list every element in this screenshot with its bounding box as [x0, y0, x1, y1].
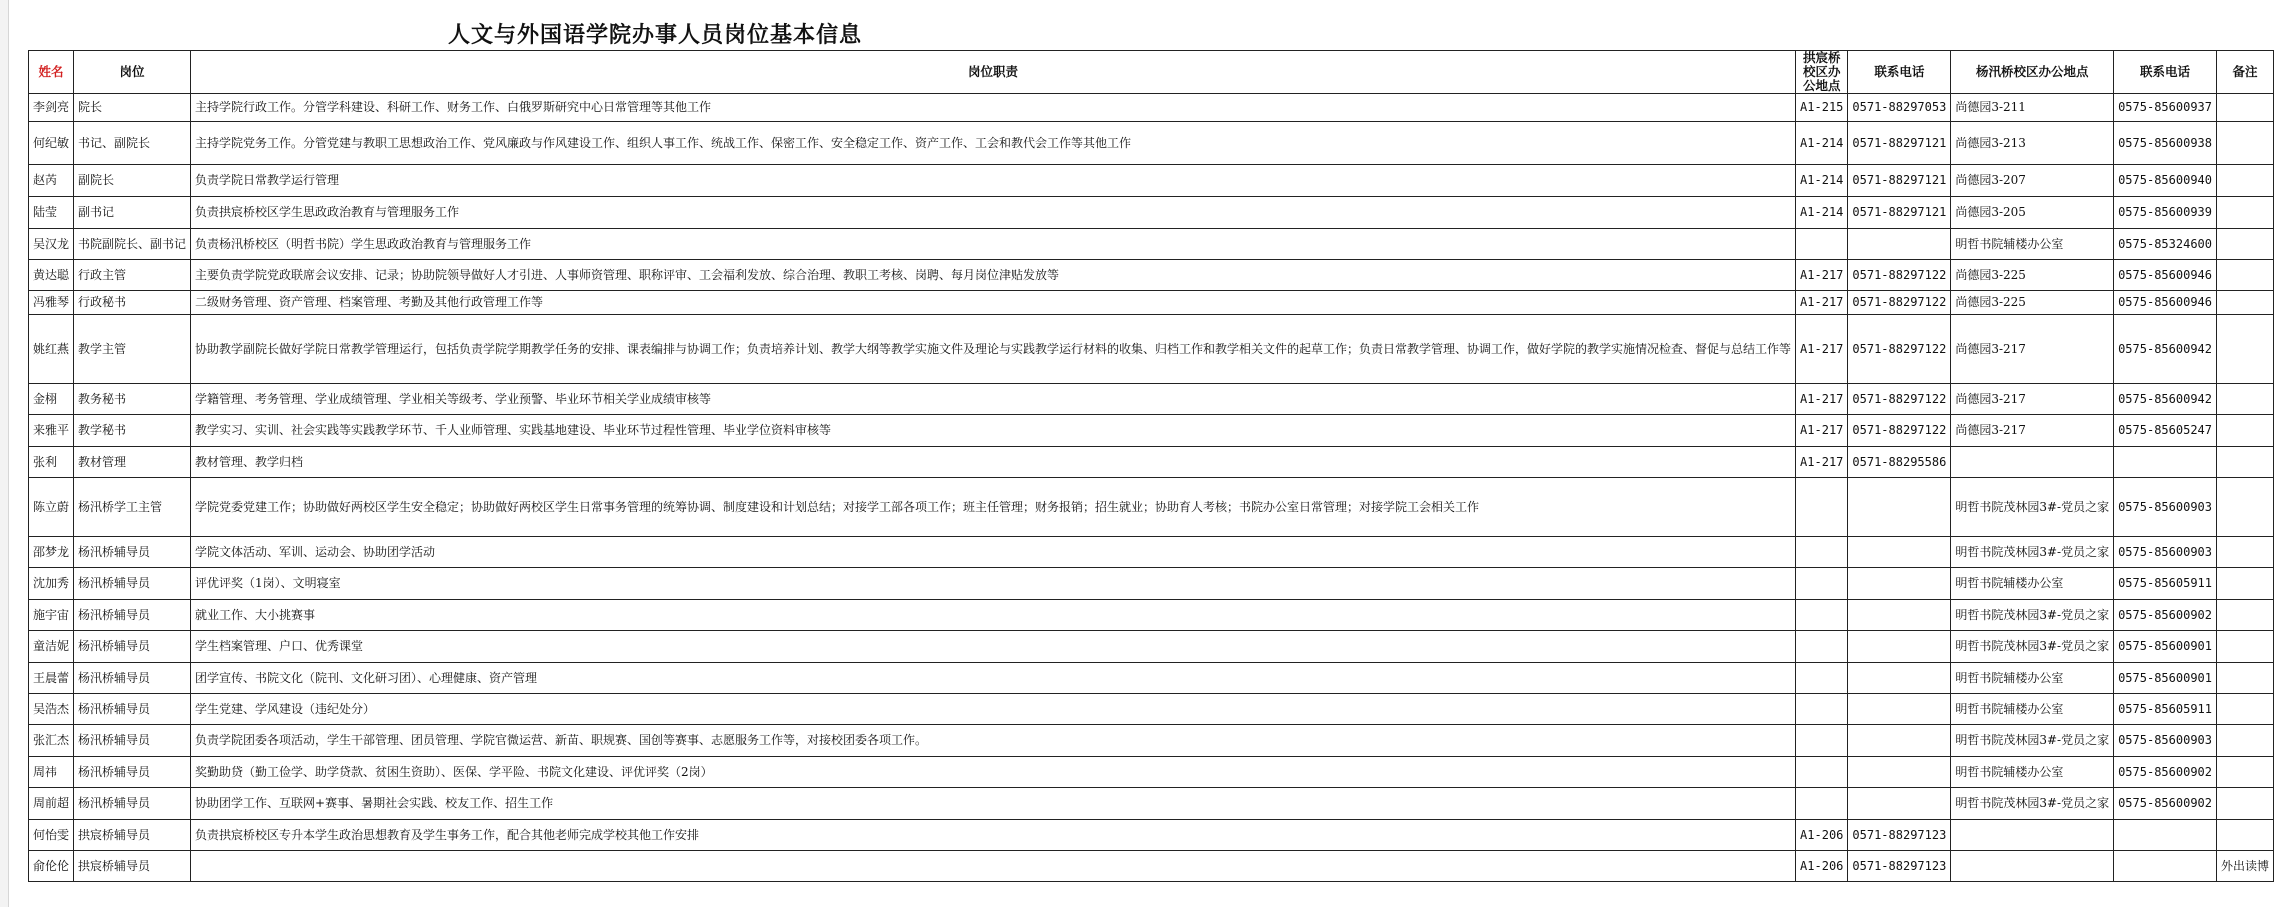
cell-gc-phone[interactable] — [1848, 478, 1951, 537]
cell-yx-phone[interactable]: 0575-85600902 — [2114, 788, 2217, 820]
cell-duty[interactable] — [191, 94, 1796, 122]
cell-note[interactable] — [2217, 229, 2274, 260]
cell-gc-office[interactable] — [1796, 757, 1848, 788]
page-title: 人文与外国语学院办事人员岗位基本信息 — [447, 22, 862, 48]
cell-gc-phone[interactable] — [1848, 663, 1951, 694]
cell-post[interactable]: 杨汛桥辅导员 — [74, 631, 191, 663]
cell-post[interactable]: 杨汛桥辅导员 — [74, 757, 191, 788]
cell-name[interactable]: 张汇杰 — [29, 725, 74, 757]
cell-yx-phone[interactable]: 0575-85600902 — [2114, 600, 2217, 631]
cell-name[interactable]: 吴汉龙 — [29, 229, 74, 260]
cell-name[interactable]: 何纪敏 — [29, 122, 74, 165]
cell-yx-office[interactable]: 明哲书院茂林园3#-党员之家 — [1951, 537, 2114, 568]
cell-gc-phone[interactable] — [1848, 631, 1951, 663]
cell-duty[interactable] — [191, 788, 1796, 820]
cell-yx-phone[interactable]: 0575-85605911 — [2114, 568, 2217, 600]
cell-yx-office[interactable]: 明哲书院辅楼办公室 — [1951, 757, 2114, 788]
duty-text: 团学宣传、书院文化（院刊、文化研习团）、心理健康、资产管理 — [195, 670, 538, 685]
header-duty: 岗位职责 — [191, 51, 1796, 94]
cell-name[interactable]: 沈加秀 — [29, 568, 74, 600]
cell-yx-office[interactable]: 尚德园3-217 — [1951, 415, 2114, 447]
cell-name[interactable]: 童洁妮 — [29, 631, 74, 663]
duty-text: 就业工作、大小挑赛事 — [195, 607, 316, 622]
cell-post[interactable]: 书记、副院长 — [74, 122, 191, 165]
cell-yx-phone[interactable]: 0575-85600903 — [2114, 725, 2217, 757]
header-name: 姓名 — [29, 51, 74, 94]
cell-gc-office[interactable]: A1-214 — [1796, 165, 1848, 197]
duty-text: 学生党建、学风建设（违纪处分） — [195, 701, 376, 716]
cell-gc-office[interactable]: A1-217 — [1796, 315, 1848, 384]
cell-duty[interactable] — [191, 165, 1796, 197]
cell-gc-phone[interactable]: 0571-88297123 — [1848, 851, 1951, 882]
cell-post[interactable]: 教材管理 — [74, 447, 191, 478]
cell-post[interactable]: 拱宸桥辅导员 — [74, 820, 191, 851]
cell-yx-office[interactable]: 尚德园3-213 — [1951, 122, 2114, 165]
table-row — [29, 725, 2274, 757]
cell-gc-office[interactable] — [1796, 478, 1848, 537]
cell-name[interactable]: 冯雅琴 — [29, 291, 74, 315]
table-row — [29, 229, 2274, 260]
cell-duty[interactable] — [191, 478, 1796, 537]
cell-duty[interactable] — [191, 568, 1796, 600]
table-row — [29, 260, 2274, 291]
cell-yx-office[interactable]: 明哲书院茂林园3#-党员之家 — [1951, 725, 2114, 757]
cell-gc-office[interactable]: A1-206 — [1796, 851, 1848, 882]
cell-yx-office[interactable]: 尚德园3-217 — [1951, 384, 2114, 415]
cell-duty[interactable] — [191, 229, 1796, 260]
cell-post[interactable]: 教学主管 — [74, 315, 191, 384]
duty-text: 主持学院行政工作。分管学科建设、科研工作、财务工作、白俄罗斯研究中心日常管理等其他工作 — [195, 100, 712, 114]
duty-text: 教材管理、教学归档 — [195, 454, 304, 469]
header-yx-phone: 联系电话 — [2114, 51, 2217, 94]
cell-post[interactable]: 书院副院长、副书记 — [74, 229, 191, 260]
cell-gc-phone[interactable] — [1848, 600, 1951, 631]
table-row — [29, 757, 2274, 788]
cell-post[interactable]: 杨汛桥辅导员 — [74, 537, 191, 568]
cell-post[interactable]: 杨汛桥辅导员 — [74, 788, 191, 820]
cell-name[interactable]: 赵芮 — [29, 165, 74, 197]
cell-yx-office[interactable]: 尚德园3-207 — [1951, 165, 2114, 197]
cell-yx-phone[interactable]: 0575-85600938 — [2114, 122, 2217, 165]
duty-text: 学院文体活动、军训、运动会、协助团学活动 — [195, 544, 436, 559]
cell-post[interactable]: 行政主管 — [74, 260, 191, 291]
cell-name[interactable]: 黄达聪 — [29, 260, 74, 291]
cell-duty[interactable] — [191, 122, 1796, 165]
cell-yx-office[interactable] — [1951, 851, 2114, 882]
cell-post[interactable]: 教务秘书 — [74, 384, 191, 415]
cell-post[interactable]: 杨汛桥辅导员 — [74, 568, 191, 600]
cell-name[interactable]: 金栩 — [29, 384, 74, 415]
cell-duty[interactable] — [191, 415, 1796, 447]
duty-text: 协助教学副院长做好学院日常教学管理运行，包括负责学院学期教学任务的安排、课表编排与协调工作；负责培养计划、教学大纲等教学实施文件及理论与实践教学运行材料的收集、归档工作和教学相关文件的起草工作；负责日常教学管理、协调工作，做好学院的教学实施情况检查、督促与总结工作等 — [195, 341, 1792, 356]
cell-gc-office[interactable] — [1796, 229, 1848, 260]
table-row — [29, 447, 2274, 478]
cell-yx-phone[interactable]: 0575-85600942 — [2114, 315, 2217, 384]
cell-yx-office[interactable]: 明哲书院茂林园3#-党员之家 — [1951, 788, 2114, 820]
header-gc-office: 拱宸桥校区办公地点 — [1796, 51, 1848, 94]
cell-gc-phone[interactable]: 0571-88297122 — [1848, 415, 1951, 447]
duty-text: 学籍管理、考务管理、学业成绩管理、学业相关等级考、学业预警、毕业环节相关学业成绩审核等 — [195, 391, 712, 406]
table-row — [29, 694, 2274, 725]
cell-yx-phone[interactable]: 0575-85600903 — [2114, 478, 2217, 537]
duty-text: 学院党委党建工作；协助做好两校区学生安全稳定；协助做好两校区学生日常事务管理的统筹协调、制度建设和计划总结；对接学工部各项工作；班主任管理；财务报销；招生就业；协助育人考核；书院办公室日常管理；对接学院工会相关工作 — [195, 499, 1480, 514]
cell-post[interactable]: 杨汛桥辅导员 — [74, 600, 191, 631]
cell-gc-office[interactable]: A1-206 — [1796, 820, 1848, 851]
duty-text: 主持学院党务工作。分管党建与教职工思想政治工作、党风廉政与作风建设工作、组织人事工作、统战工作、保密工作、安全稳定工作、资产工作、工会和教代会工作等其他工作 — [195, 135, 1132, 150]
cell-name[interactable]: 李剑亮 — [29, 94, 74, 122]
cell-yx-phone[interactable]: 0575-85600902 — [2114, 757, 2217, 788]
cell-note[interactable] — [2217, 291, 2274, 315]
cell-gc-phone[interactable]: 0571-88297121 — [1848, 122, 1951, 165]
cell-gc-phone[interactable] — [1848, 694, 1951, 725]
cell-name[interactable]: 陆莹 — [29, 197, 74, 229]
cell-yx-office[interactable]: 尚德园3-217 — [1951, 315, 2114, 384]
sheet-gutter — [0, 0, 9, 907]
cell-post[interactable]: 副院长 — [74, 165, 191, 197]
cell-duty[interactable] — [191, 851, 1796, 882]
cell-note[interactable] — [2217, 447, 2274, 478]
table-row — [29, 315, 2274, 384]
cell-yx-phone[interactable]: 0575-85324600 — [2114, 229, 2217, 260]
cell-yx-phone[interactable]: 0575-85600942 — [2114, 384, 2217, 415]
table-row — [29, 600, 2274, 631]
cell-yx-office[interactable] — [1951, 820, 2114, 851]
table-row — [29, 820, 2274, 851]
table-row — [29, 851, 2274, 882]
cell-duty[interactable] — [191, 291, 1796, 315]
cell-gc-phone[interactable]: 0571-88297122 — [1848, 384, 1951, 415]
cell-yx-office[interactable]: 明哲书院辅楼办公室 — [1951, 663, 2114, 694]
cell-gc-office[interactable]: A1-217 — [1796, 384, 1848, 415]
table-row — [29, 197, 2274, 229]
cell-name[interactable]: 邵梦龙 — [29, 537, 74, 568]
cell-name[interactable]: 陈立蔚 — [29, 478, 74, 537]
cell-yx-phone[interactable]: 0575-85600940 — [2114, 165, 2217, 197]
cell-name[interactable]: 何怡雯 — [29, 820, 74, 851]
duty-text: 二级财务管理、资产管理、档案管理、考勤及其他行政管理工作等 — [195, 295, 544, 309]
header-post: 岗位 — [74, 51, 191, 94]
cell-gc-phone[interactable] — [1848, 788, 1951, 820]
cell-note[interactable] — [2217, 757, 2274, 788]
header-row — [29, 51, 2274, 94]
cell-note[interactable] — [2217, 600, 2274, 631]
table-row — [29, 478, 2274, 537]
cell-gc-office[interactable]: A1-215 — [1796, 94, 1848, 122]
duty-text: 负责学院日常教学运行管理 — [195, 173, 340, 187]
cell-note[interactable] — [2217, 820, 2274, 851]
cell-gc-office[interactable] — [1796, 694, 1848, 725]
cell-yx-phone[interactable]: 0575-85600939 — [2114, 197, 2217, 229]
cell-duty[interactable] — [191, 663, 1796, 694]
cell-yx-phone[interactable]: 0575-85600946 — [2114, 291, 2217, 315]
cell-yx-office[interactable]: 尚德园3-225 — [1951, 260, 2114, 291]
duty-text: 教学实习、实训、社会实践等实践教学环节、千人业师管理、实践基地建设、毕业环节过程性管理、毕业学位资料审核等 — [195, 423, 832, 437]
duty-text: 负责拱宸桥校区专升本学生政治思想教育及学生事务工作，配合其他老师完成学校其他工作安排 — [195, 827, 700, 842]
table-row — [29, 94, 2274, 122]
cell-duty[interactable] — [191, 757, 1796, 788]
table-row — [29, 165, 2274, 197]
cell-gc-office[interactable] — [1796, 663, 1848, 694]
cell-gc-phone[interactable]: 0571-88297122 — [1848, 291, 1951, 315]
cell-name[interactable]: 周前超 — [29, 788, 74, 820]
cell-gc-phone[interactable]: 0571-88297122 — [1848, 315, 1951, 384]
cell-note[interactable] — [2217, 384, 2274, 415]
cell-yx-phone[interactable] — [2114, 820, 2217, 851]
cell-note[interactable]: 外出读博 — [2217, 851, 2274, 882]
table-row — [29, 568, 2274, 600]
cell-gc-phone[interactable]: 0571-88297122 — [1848, 260, 1951, 291]
duty-text: 主要负责学院党政联席会议安排、记录；协助院领导做好人才引进、人事师资管理、职称评审、工会福利发放、综合治理、教职工考核、岗聘、每月岗位津贴发放等 — [195, 267, 1060, 282]
cell-gc-office[interactable]: A1-214 — [1796, 122, 1848, 165]
cell-yx-office[interactable]: 明哲书院辅楼办公室 — [1951, 694, 2114, 725]
duty-text: 奖勤助贷（勤工俭学、助学贷款、贫困生资助）、医保、学平险、书院文化建设、评优评奖（2岗） — [195, 764, 713, 779]
cell-gc-office[interactable]: A1-217 — [1796, 260, 1848, 291]
cell-duty[interactable] — [191, 631, 1796, 663]
cell-post[interactable]: 杨汛桥学工主管 — [74, 478, 191, 537]
cell-yx-phone[interactable]: 0575-85600937 — [2114, 94, 2217, 122]
cell-gc-office[interactable] — [1796, 631, 1848, 663]
cell-yx-office[interactable]: 尚德园3-205 — [1951, 197, 2114, 229]
table-row — [29, 384, 2274, 415]
cell-post[interactable]: 副书记 — [74, 197, 191, 229]
cell-gc-office[interactable] — [1796, 725, 1848, 757]
table-row — [29, 415, 2274, 447]
cell-gc-office[interactable]: A1-217 — [1796, 447, 1848, 478]
table-body — [29, 94, 2274, 882]
cell-gc-phone[interactable] — [1848, 757, 1951, 788]
table-row — [29, 291, 2274, 315]
cell-name[interactable]: 施宇宙 — [29, 600, 74, 631]
cell-gc-phone[interactable]: 0571-88297121 — [1848, 197, 1951, 229]
cell-post[interactable]: 教学秘书 — [74, 415, 191, 447]
cell-gc-office[interactable]: A1-217 — [1796, 415, 1848, 447]
cell-note[interactable] — [2217, 315, 2274, 384]
cell-name[interactable]: 张利 — [29, 447, 74, 478]
cell-yx-phone[interactable]: 0575-85605911 — [2114, 694, 2217, 725]
cell-gc-phone[interactable]: 0571-88295586 — [1848, 447, 1951, 478]
cell-yx-phone[interactable]: 0575-85600901 — [2114, 631, 2217, 663]
cell-gc-phone[interactable]: 0571-88297123 — [1848, 820, 1951, 851]
cell-note[interactable] — [2217, 415, 2274, 447]
cell-note[interactable] — [2217, 663, 2274, 694]
cell-yx-phone[interactable]: 0575-85605247 — [2114, 415, 2217, 447]
cell-gc-office[interactable] — [1796, 537, 1848, 568]
cell-gc-office[interactable] — [1796, 568, 1848, 600]
cell-name[interactable]: 吴浩杰 — [29, 694, 74, 725]
cell-note[interactable] — [2217, 165, 2274, 197]
cell-yx-office[interactable] — [1951, 447, 2114, 478]
cell-post[interactable]: 行政秘书 — [74, 291, 191, 315]
duty-text: 学生档案管理、户口、优秀课堂 — [195, 639, 364, 653]
cell-name[interactable]: 王晨蕾 — [29, 663, 74, 694]
duty-text: 负责学院团委各项活动，学生干部管理、团员管理、学院官微运营、新苗、职规赛、国创等赛事、志愿服务工作等，对接校团委各项工作。 — [195, 733, 928, 747]
cell-gc-phone[interactable] — [1848, 537, 1951, 568]
cell-duty[interactable] — [191, 600, 1796, 631]
duty-text: 评优评奖（1岗）、文明寝室 — [195, 576, 341, 590]
staff-table — [28, 50, 2274, 882]
cell-gc-phone[interactable] — [1848, 568, 1951, 600]
cell-note[interactable] — [2217, 537, 2274, 568]
header-yx-office: 杨汛桥校区办公地点 — [1951, 51, 2114, 94]
cell-duty[interactable] — [191, 537, 1796, 568]
cell-gc-phone[interactable] — [1848, 725, 1951, 757]
cell-yx-phone[interactable]: 0575-85600903 — [2114, 537, 2217, 568]
table-row — [29, 537, 2274, 568]
cell-note[interactable] — [2217, 197, 2274, 229]
duty-text: 负责杨汛桥校区（明哲书院）学生思政政治教育与管理服务工作 — [195, 236, 532, 251]
cell-yx-office[interactable]: 明哲书院辅楼办公室 — [1951, 229, 2114, 260]
table-row — [29, 631, 2274, 663]
cell-yx-office[interactable]: 明哲书院辅楼办公室 — [1951, 568, 2114, 600]
cell-name[interactable]: 来雅平 — [29, 415, 74, 447]
cell-post[interactable]: 院长 — [74, 94, 191, 122]
cell-duty[interactable] — [191, 197, 1796, 229]
header-note: 备注 — [2217, 51, 2274, 94]
cell-note[interactable] — [2217, 788, 2274, 820]
cell-name[interactable]: 周祎 — [29, 757, 74, 788]
cell-gc-phone[interactable] — [1848, 229, 1951, 260]
cell-gc-office[interactable]: A1-214 — [1796, 197, 1848, 229]
cell-duty[interactable] — [191, 315, 1796, 384]
cell-duty[interactable] — [191, 725, 1796, 757]
cell-post[interactable]: 杨汛桥辅导员 — [74, 694, 191, 725]
cell-yx-office[interactable]: 尚德园3-211 — [1951, 94, 2114, 122]
cell-gc-office[interactable] — [1796, 788, 1848, 820]
cell-yx-phone[interactable]: 0575-85600946 — [2114, 260, 2217, 291]
cell-duty[interactable] — [191, 447, 1796, 478]
table-row — [29, 788, 2274, 820]
cell-duty[interactable] — [191, 694, 1796, 725]
cell-gc-office[interactable] — [1796, 600, 1848, 631]
cell-gc-phone[interactable]: 0571-88297053 — [1848, 94, 1951, 122]
cell-note[interactable] — [2217, 478, 2274, 537]
cell-note[interactable] — [2217, 568, 2274, 600]
cell-name[interactable]: 俞伦伦 — [29, 851, 74, 882]
cell-post[interactable]: 杨汛桥辅导员 — [74, 725, 191, 757]
cell-yx-phone[interactable]: 0575-85600901 — [2114, 663, 2217, 694]
cell-yx-office[interactable]: 明哲书院茂林园3#-党员之家 — [1951, 631, 2114, 663]
cell-yx-office[interactable]: 明哲书院茂林园3#-党员之家 — [1951, 478, 2114, 537]
cell-note[interactable] — [2217, 694, 2274, 725]
cell-yx-office[interactable]: 明哲书院茂林园3#-党员之家 — [1951, 600, 2114, 631]
cell-duty[interactable] — [191, 820, 1796, 851]
cell-post[interactable]: 拱宸桥辅导员 — [74, 851, 191, 882]
cell-yx-phone[interactable] — [2114, 447, 2217, 478]
cell-yx-office[interactable]: 尚德园3-225 — [1951, 291, 2114, 315]
cell-note[interactable] — [2217, 122, 2274, 165]
cell-gc-office[interactable]: A1-217 — [1796, 291, 1848, 315]
cell-duty[interactable] — [191, 260, 1796, 291]
cell-duty[interactable] — [191, 384, 1796, 415]
duty-text: 协助团学工作、互联网+赛事、暑期社会实践、校友工作、招生工作 — [195, 796, 554, 810]
header-gc-phone: 联系电话 — [1848, 51, 1951, 94]
cell-gc-phone[interactable]: 0571-88297121 — [1848, 165, 1951, 197]
cell-name[interactable]: 姚红燕 — [29, 315, 74, 384]
duty-text: 负责拱宸桥校区学生思政政治教育与管理服务工作 — [195, 205, 460, 219]
cell-post[interactable]: 杨汛桥辅导员 — [74, 663, 191, 694]
cell-note[interactable] — [2217, 725, 2274, 757]
cell-note[interactable] — [2217, 631, 2274, 663]
table-row — [29, 663, 2274, 694]
table-row — [29, 122, 2274, 165]
cell-note[interactable] — [2217, 94, 2274, 122]
cell-note[interactable] — [2217, 260, 2274, 291]
cell-yx-phone[interactable] — [2114, 851, 2217, 882]
